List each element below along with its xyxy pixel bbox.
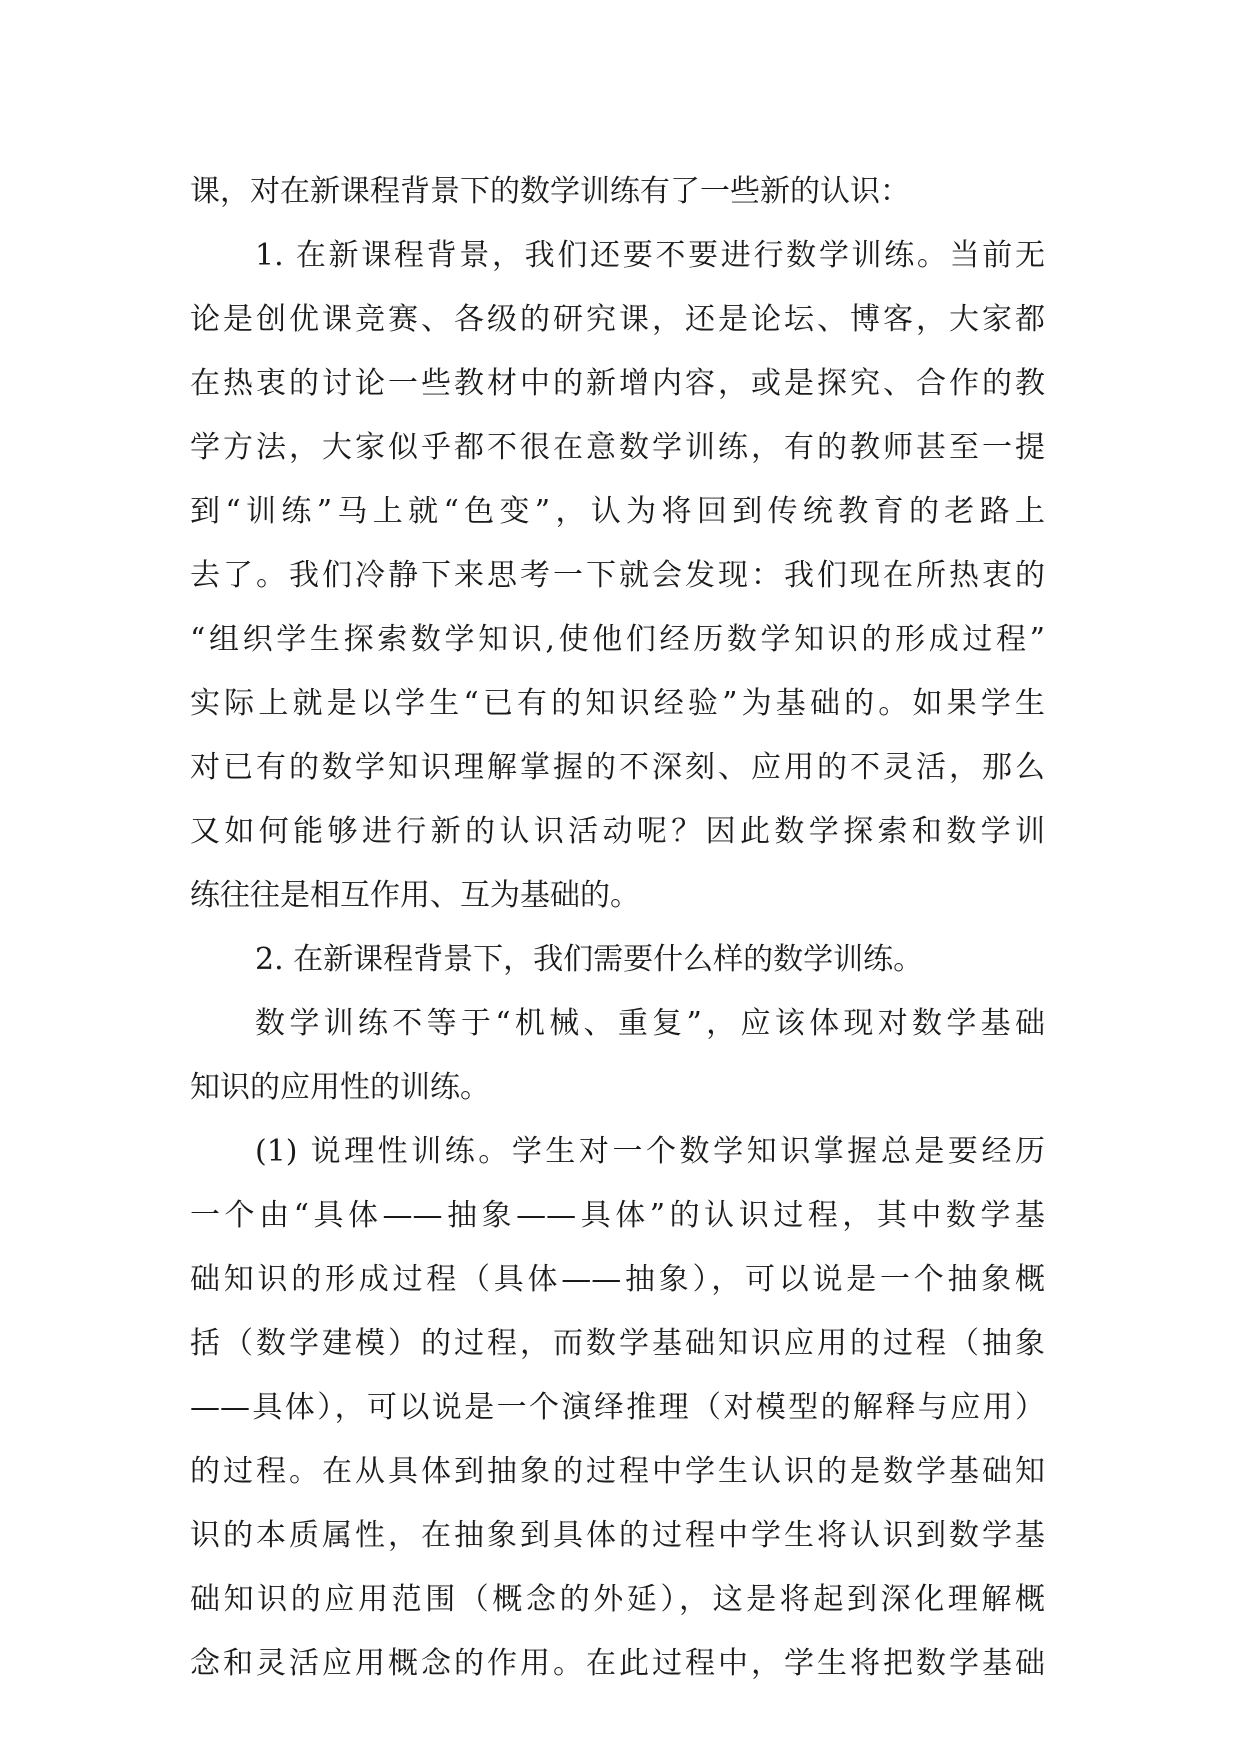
text-line: 去了。我们冷静下来思考一下就会发现：我们现在所热衷的 [190,558,1045,593]
text-line: 2. 在新课程背景下，我们需要什么样的数学训练。 [255,942,924,977]
text-line: 念和灵活应用概念的作用。在此过程中，学生将把数学基础 [190,1646,1045,1681]
text-line: 又如何能够进行新的认识活动呢？因此数学探索和数学训 [190,814,1045,849]
text-line: ——具体），可以说是一个演绎推理（对模型的解释与应用） [190,1390,1045,1425]
text-line: 学方法，大家似乎都不很在意数学训练，有的教师甚至一提 [190,430,1045,465]
text-line: 论是创优课竞赛、各级的研究课，还是论坛、博客，大家都 [190,302,1045,337]
text-line: (1) 说理性训练。学生对一个数学知识掌握总是要经历 [255,1134,1045,1169]
text-line: 数学训练不等于“机械、重复”，应该体现对数学基础 [255,1006,1045,1041]
text-line: 课，对在新课程背景下的数学训练有了一些新的认识： [190,174,910,209]
text-line: 础知识的形成过程（具体——抽象），可以说是一个抽象概 [190,1262,1045,1297]
text-line: 实际上就是以学生“已有的知识经验”为基础的。如果学生 [190,686,1045,721]
text-line: 1. 在新课程背景，我们还要不要进行数学训练。当前无 [255,238,1045,273]
body-text [190,160,1045,1696]
text-line: 知识的应用性的训练。 [190,1070,490,1105]
text-line: 础知识的应用范围（概念的外延），这是将起到深化理解概 [190,1582,1045,1617]
text-line: 括（数学建模）的过程，而数学基础知识应用的过程（抽象 [190,1326,1045,1361]
text-line: 练往往是相互作用、互为基础的。 [190,878,640,913]
text-line: 识的本质属性，在抽象到具体的过程中学生将认识到数学基 [190,1518,1045,1553]
text-line: 到“训练”马上就“色变”，认为将回到传统教育的老路上 [190,494,1045,529]
text-line: 对已有的数学知识理解掌握的不深刻、应用的不灵活，那么 [190,750,1045,785]
text-line: 一个由“具体——抽象——具体”的认识过程，其中数学基 [190,1198,1045,1233]
text-line: 的过程。在从具体到抽象的过程中学生认识的是数学基础知 [190,1454,1045,1489]
text-line: “组织学生探索数学知识,使他们经历数学知识的形成过程” [190,622,1045,657]
text-line: 在热衷的讨论一些教材中的新增内容，或是探究、合作的教 [190,366,1045,401]
